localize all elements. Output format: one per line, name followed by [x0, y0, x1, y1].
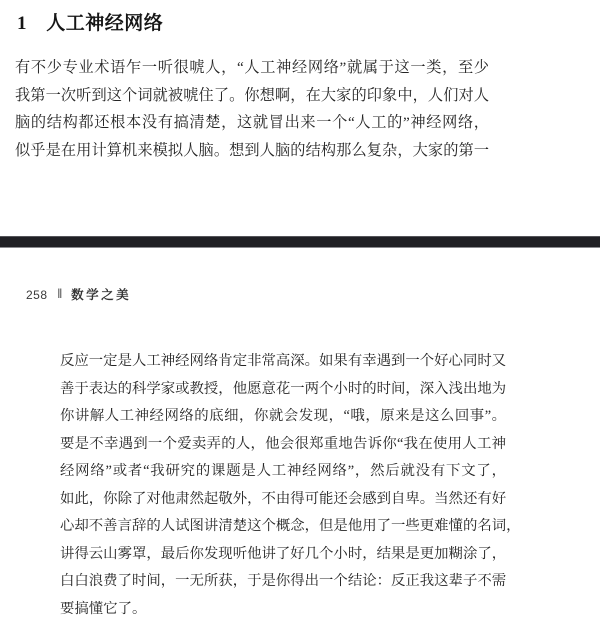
- book-title: 数学之美: [71, 288, 132, 302]
- text-line: 经网络”或者“我研究的课题是人工神经网络”，然后就没有下文了，: [60, 463, 506, 479]
- text-line: 似乎是在用计算机来模拟人脑。想到人脑的结构那么复杂，大家的第一: [15, 141, 489, 159]
- paragraph-top: [15, 54, 489, 164]
- chapter-title: 人工神经网络: [46, 13, 164, 34]
- text-line: 脑的结构都还根本没有搞清楚，这就冒出来一个“人工的”神经网络，: [15, 114, 489, 132]
- text-line: 反应一定是人工神经网络肯定非常高深。如果有幸遇到一个好心同时又: [60, 353, 507, 369]
- text-line: 善于表达的科学家或教授，他愿意花一两个小时的时间，深入浅出地为: [60, 380, 507, 397]
- text-line: 如此，你除了对他肃然起敬外，不由得可能还会感到自卑。当然还有好: [60, 490, 507, 507]
- text-line: 白白浪费了时间，一无所获，于是你得出一个结论：反正我这辈子不需: [60, 573, 507, 589]
- page-number: 258: [26, 288, 48, 302]
- page-divider-bar: [0, 236, 600, 248]
- paragraph-bottom: [60, 348, 521, 623]
- text-line: 有不少专业术语乍一听很唬人，“人工神经网络”就属于这一类，至少: [15, 59, 489, 76]
- text-line: 讲得云山雾罩，最后你发现听他讲了好几个小时，结果是更加糊涂了，: [60, 545, 507, 562]
- chapter-number: 1: [17, 13, 27, 34]
- text-line: 要搞懂它了。: [60, 600, 147, 617]
- text-line: 我第一次听到这个词就被唬住了。你想啊，在大家的印象中，人们对人: [15, 86, 489, 104]
- chapter-heading: [17, 8, 163, 35]
- text-line: 要是不幸遇到一个爱卖弄的人，他会很郑重地告诉你“我在使用人工神: [60, 435, 506, 452]
- running-header: [26, 287, 131, 303]
- header-separator-icon: ‖: [57, 287, 63, 302]
- text-line: 心却不善言辞的人试图讲清楚这个概念，但是他用了一些更难懂的名词，: [60, 518, 521, 534]
- text-line: 你讲解人工神经网络的底细，你就会发现，“哦，原来是这么回事”。: [60, 408, 506, 424]
